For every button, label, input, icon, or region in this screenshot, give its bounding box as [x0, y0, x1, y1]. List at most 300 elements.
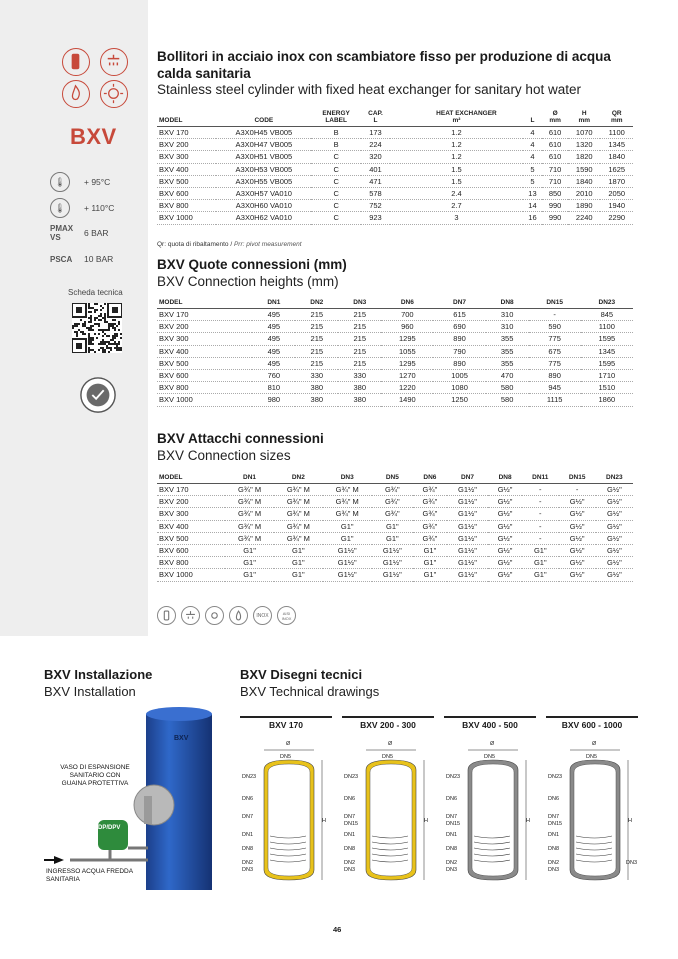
table-cell: 215: [338, 321, 381, 333]
column-header: DN1: [252, 299, 295, 309]
table-cell: BXV 600: [157, 187, 216, 199]
shower-icon: [181, 606, 200, 625]
table-cell: 1710: [581, 369, 633, 381]
table-cell: 580: [486, 394, 529, 406]
connection-label: DN15: [446, 821, 461, 827]
table-cell: 2050: [600, 187, 633, 199]
table-row: [157, 369, 633, 381]
table-cell: 215: [338, 333, 381, 345]
table-cell: 890: [529, 369, 581, 381]
table-cell: 1860: [581, 394, 633, 406]
table-cell: -: [522, 496, 559, 508]
drawings-title: BXV Disegni tecnici: [240, 667, 363, 682]
table-cell: 980: [252, 394, 295, 406]
table-cell: G¾" M: [225, 532, 274, 544]
table-cell: BXV 400: [157, 163, 216, 175]
table-cell: G¾": [372, 496, 413, 508]
table-cell: G¾" M: [225, 520, 274, 532]
tank-drawing: [444, 736, 540, 896]
spec-value: 6 BAR: [84, 228, 109, 238]
table-cell: 310: [486, 309, 529, 321]
table-cell: 495: [252, 321, 295, 333]
height-label: H: [526, 818, 530, 824]
tank-drawing: [342, 736, 438, 896]
table-cell: G¾": [372, 484, 413, 496]
column-header: MODEL: [157, 299, 252, 309]
table-cell: G1½": [323, 557, 372, 569]
table-cell: 1.5: [390, 163, 523, 175]
column-header: DN15: [529, 299, 581, 309]
installation-subtitle: BXV Installation: [44, 684, 136, 699]
table-cell: G¾": [413, 532, 447, 544]
column-header: DN7: [447, 474, 488, 484]
table-cell: G¾": [413, 484, 447, 496]
column-header: DN1: [225, 474, 274, 484]
sun-icon: [205, 606, 224, 625]
connection-label: DN7: [242, 814, 254, 820]
table-cell: G½": [596, 544, 633, 556]
diameter-label: Ø: [388, 741, 393, 747]
connection-label: DN3: [242, 867, 254, 873]
table-cell: G1½": [447, 557, 488, 569]
table-cell: 710: [542, 175, 568, 187]
table-cell: 380: [295, 394, 338, 406]
table-cell: BXV 500: [157, 175, 216, 187]
table-cell: C: [311, 151, 360, 163]
table-cell: G½": [488, 544, 522, 556]
boiler-icon: [157, 606, 176, 625]
table-cell: 1220: [381, 382, 433, 394]
table-cell: 845: [581, 309, 633, 321]
table-cell: 1055: [381, 345, 433, 357]
table-cell: 2240: [568, 212, 600, 224]
diameter-label: Ø: [286, 741, 291, 747]
table-cell: 495: [252, 357, 295, 369]
column-header: L: [523, 110, 542, 127]
table-cell: 578: [361, 187, 390, 199]
table-cell: -: [559, 484, 596, 496]
height-label: H: [322, 818, 326, 824]
table-cell: BXV 1000: [157, 569, 225, 581]
table-cell: C: [311, 175, 360, 187]
table-cell: 1270: [381, 369, 433, 381]
table-row: [157, 139, 633, 151]
table-cell: G1": [323, 520, 372, 532]
table-cell: 215: [295, 357, 338, 369]
table-cell: 355: [486, 345, 529, 357]
table-cell: G1": [225, 557, 274, 569]
table-row: [157, 520, 633, 532]
table-cell: 13: [523, 187, 542, 199]
diameter-label: Ø: [592, 741, 597, 747]
table-row: [157, 484, 633, 496]
table-cell: C: [311, 200, 360, 212]
table-row: [157, 496, 633, 508]
table-cell: G¾": [413, 508, 447, 520]
connection-label: DN8: [548, 846, 560, 852]
table-cell: 1100: [581, 321, 633, 333]
connection-label: DN6: [242, 796, 254, 802]
table-cell: G½": [488, 557, 522, 569]
table-row: [157, 333, 633, 345]
table-cell: G¾" M: [274, 484, 323, 496]
table-row: [157, 175, 633, 187]
table-cell: 355: [486, 333, 529, 345]
table-cell: BXV 1000: [157, 394, 252, 406]
connection-label: DN6: [344, 796, 356, 802]
table-cell: G1": [413, 557, 447, 569]
column-header: DN23: [581, 299, 633, 309]
column-header: QR mm: [600, 110, 633, 127]
table-cell: G1": [522, 557, 559, 569]
table-cell: 890: [433, 333, 485, 345]
table-cell: G1½": [447, 569, 488, 581]
aisi-badge: AISI INOX: [277, 606, 296, 625]
table-cell: G1": [274, 569, 323, 581]
table-row: [157, 127, 633, 139]
table-cell: 890: [433, 357, 485, 369]
table-cell: -: [522, 484, 559, 496]
brand-logo: BXV: [70, 124, 117, 149]
table-cell: BXV 300: [157, 333, 252, 345]
table-cell: 215: [295, 345, 338, 357]
table-cell: G1½": [372, 544, 413, 556]
table-cell: 945: [529, 382, 581, 394]
flame-icon: [62, 80, 90, 108]
table-cell: BXV 170: [157, 127, 216, 139]
spec-label: PMAX VS: [50, 224, 74, 242]
table-cell: G1": [274, 557, 323, 569]
table-cell: B: [311, 139, 360, 151]
table-cell: A3X0H47 VB005: [216, 139, 311, 151]
table-cell: 471: [361, 175, 390, 187]
table-cell: 5: [523, 175, 542, 187]
table-cell: G½": [488, 569, 522, 581]
table-row: [157, 212, 633, 224]
table-cell: 610: [542, 127, 568, 139]
table-cell: G1": [274, 544, 323, 556]
table-cell: 215: [295, 321, 338, 333]
table-cell: C: [311, 187, 360, 199]
table-cell: BXV 200: [157, 321, 252, 333]
table-cell: G¾" M: [274, 532, 323, 544]
drawing-rule: [342, 716, 434, 718]
table-cell: 710: [542, 163, 568, 175]
table-cell: 2290: [600, 212, 633, 224]
table-cell: 330: [295, 369, 338, 381]
table-cell: 4: [523, 151, 542, 163]
table-cell: G½": [596, 508, 633, 520]
table-cell: 1590: [568, 163, 600, 175]
table-cell: 215: [338, 357, 381, 369]
column-header: ENERGY LABEL: [311, 110, 360, 127]
table-cell: 850: [542, 187, 568, 199]
table-cell: G½": [488, 532, 522, 544]
section-heights-title: BXV Quote connessioni (mm): [157, 257, 347, 272]
vessel-label: DP/DPV: [98, 825, 121, 831]
table-cell: 380: [338, 394, 381, 406]
column-header: MODEL: [157, 474, 225, 484]
table-cell: 700: [381, 309, 433, 321]
connection-label: DN1: [548, 832, 560, 838]
column-header: DN11: [522, 474, 559, 484]
connection-label: DN15: [548, 821, 563, 827]
table-cell: 615: [433, 309, 485, 321]
spec-value: 10 BAR: [84, 254, 114, 264]
connection-label: DN3: [446, 867, 458, 873]
connection-label: DN23: [446, 774, 461, 780]
table-cell: G1½": [447, 508, 488, 520]
table-cell: BXV 600: [157, 544, 225, 556]
section-sizes-subtitle: BXV Connection sizes: [157, 448, 291, 463]
table-cell: 580: [486, 382, 529, 394]
column-header: DN15: [559, 474, 596, 484]
table-cell: G½": [559, 557, 596, 569]
table-cell: A3X0H53 VB005: [216, 163, 311, 175]
drawing-rule: [444, 716, 536, 718]
table-cell: BXV 170: [157, 309, 252, 321]
connection-label: DN23: [548, 774, 563, 780]
table-cell: 14: [523, 200, 542, 212]
drawing-rule: [546, 716, 638, 718]
table-cell: C: [311, 212, 360, 224]
connection-label: DN7: [548, 814, 560, 820]
boiler-icon: [62, 48, 90, 76]
connection-label: DN2: [548, 860, 560, 866]
table-cell: G1½": [447, 532, 488, 544]
connection-heights-table: [157, 299, 633, 407]
table-cell: 775: [529, 357, 581, 369]
table-cell: 960: [381, 321, 433, 333]
connection-label: DN7: [344, 814, 356, 820]
spec-pmax: [50, 224, 109, 242]
table-cell: G½": [596, 557, 633, 569]
table-row: [157, 532, 633, 544]
table-cell: 380: [295, 382, 338, 394]
connection-label: DN2: [446, 860, 458, 866]
tank-drawing: [546, 736, 642, 896]
table-cell: 1890: [568, 200, 600, 212]
table-cell: G¾" M: [274, 508, 323, 520]
table-cell: 990: [542, 212, 568, 224]
table-cell: G¾": [413, 496, 447, 508]
table-cell: 675: [529, 345, 581, 357]
table-row: [157, 357, 633, 369]
table-cell: 215: [295, 309, 338, 321]
spec-psca: [50, 254, 113, 264]
spec-value: + 95°C: [84, 177, 111, 187]
table-row: [157, 345, 633, 357]
table-cell: G½": [488, 508, 522, 520]
table-cell: A3X0H45 VB005: [216, 127, 311, 139]
column-header: DN5: [372, 474, 413, 484]
table-cell: G1½": [447, 520, 488, 532]
table-cell: G1½": [447, 484, 488, 496]
dn5-label: DN5: [586, 754, 598, 760]
table-cell: 1250: [433, 394, 485, 406]
connection-label: DN23: [242, 774, 257, 780]
table-row: [157, 163, 633, 175]
table-row: [157, 508, 633, 520]
table-cell: G½": [559, 496, 596, 508]
column-header: MODEL: [157, 110, 216, 127]
sidebar: [0, 0, 148, 636]
table-cell: G1": [522, 544, 559, 556]
table-cell: B: [311, 127, 360, 139]
expansion-vessel-annotation: VASO DI ESPANSIONE SANITARIO CON GUAINA PROTETTIVA: [60, 764, 130, 787]
feature-icons: [157, 606, 296, 625]
spec-value: + 110°C: [84, 203, 115, 213]
table-cell: C: [311, 163, 360, 175]
table-cell: 215: [338, 345, 381, 357]
table-cell: 1.2: [390, 127, 523, 139]
column-header: DN3: [338, 299, 381, 309]
table-cell: G1": [522, 569, 559, 581]
table-cell: -: [522, 508, 559, 520]
table-cell: -: [522, 520, 559, 532]
table-cell: 3: [390, 212, 523, 224]
connection-label: DN15: [344, 821, 359, 827]
table-cell: 215: [338, 309, 381, 321]
table-cell: 1870: [600, 175, 633, 187]
table-cell: G1½": [372, 569, 413, 581]
table-cell: G¾" M: [225, 496, 274, 508]
table-cell: G1": [225, 569, 274, 581]
table-cell: G½": [559, 508, 596, 520]
table-cell: G½": [596, 484, 633, 496]
table-cell: 1840: [568, 175, 600, 187]
table-cell: BXV 300: [157, 151, 216, 163]
table-cell: A3X0H60 VA010: [216, 200, 311, 212]
spec-temp-110: [50, 198, 114, 218]
table-cell: 495: [252, 333, 295, 345]
table-cell: G1": [323, 532, 372, 544]
connection-label: DN8: [242, 846, 254, 852]
table-cell: G½": [488, 520, 522, 532]
table-cell: 4: [523, 139, 542, 151]
table-cell: 495: [252, 309, 295, 321]
height-label: H: [424, 818, 428, 824]
scheda-tecnica-label: Scheda tecnica: [68, 288, 123, 297]
table-cell: G1": [413, 569, 447, 581]
spec-label: PSCA: [50, 254, 73, 264]
table-cell: G½": [596, 520, 633, 532]
table-cell: A3X0H62 VA010: [216, 212, 311, 224]
table-cell: 1625: [600, 163, 633, 175]
table-cell: G1": [413, 544, 447, 556]
table-cell: G¾" M: [225, 484, 274, 496]
table-cell: 173: [361, 127, 390, 139]
table-cell: 495: [252, 345, 295, 357]
height-label: H: [628, 818, 632, 824]
shower-icon: [100, 48, 128, 76]
drawing-title: BXV 200 - 300: [360, 720, 416, 730]
column-header: HEAT EXCHANGER m²: [390, 110, 523, 127]
flame-icon: [229, 606, 248, 625]
table-cell: 1295: [381, 357, 433, 369]
table-cell: G½": [596, 532, 633, 544]
inox-badge: INOX: [253, 606, 272, 625]
column-header: DN3: [323, 474, 372, 484]
drawing-rule: [240, 716, 332, 718]
table-cell: G½": [559, 569, 596, 581]
connection-label: DN3: [626, 860, 638, 866]
table-row: [157, 557, 633, 569]
footnote: Qr: quota di ribaltamento / Prr: pivot measurement: [157, 241, 302, 248]
table-cell: 1595: [581, 357, 633, 369]
column-header: DN2: [274, 474, 323, 484]
table-cell: 16: [523, 212, 542, 224]
table-cell: 320: [361, 151, 390, 163]
table-cell: BXV 400: [157, 345, 252, 357]
table-cell: 1820: [568, 151, 600, 163]
table-cell: 990: [542, 200, 568, 212]
table-row: [157, 569, 633, 581]
table-cell: -: [529, 309, 581, 321]
table-cell: 1080: [433, 382, 485, 394]
drawing-title: BXV 170: [268, 720, 304, 730]
table-cell: G1½": [372, 557, 413, 569]
table-cell: 1.5: [390, 175, 523, 187]
table-cell: 1510: [581, 382, 633, 394]
table-cell: BXV 170: [157, 484, 225, 496]
table-cell: G½": [596, 496, 633, 508]
page-title: Bollitori in acciaio inox con scambiatore fisso per produzione di acqua calda sanitaria: [157, 49, 611, 81]
dn5-label: DN5: [280, 754, 292, 760]
table-cell: G½": [559, 544, 596, 556]
table-cell: BXV 800: [157, 382, 252, 394]
connection-label: DN3: [344, 867, 356, 873]
table-row: [157, 321, 633, 333]
table-cell: 380: [338, 382, 381, 394]
dn5-label: DN5: [484, 754, 496, 760]
table-cell: 1490: [381, 394, 433, 406]
connection-label: DN2: [242, 860, 254, 866]
table-cell: 610: [542, 151, 568, 163]
table-cell: G1½": [323, 569, 372, 581]
connection-label: DN6: [548, 796, 560, 802]
column-header: DN2: [295, 299, 338, 309]
installation-title: BXV Installazione: [44, 667, 153, 682]
table-row: [157, 309, 633, 321]
tank-drawing: [240, 736, 336, 896]
table-cell: 2.7: [390, 200, 523, 212]
column-header: DN7: [433, 299, 485, 309]
table-cell: G1½": [447, 496, 488, 508]
connection-label: DN23: [344, 774, 359, 780]
table-cell: 923: [361, 212, 390, 224]
quality-seal-icon: [79, 376, 117, 414]
qr-code[interactable]: [72, 303, 122, 353]
drawings-subtitle: BXV Technical drawings: [240, 684, 380, 699]
table-cell: -: [522, 532, 559, 544]
dn5-label: DN5: [382, 754, 394, 760]
table-cell: G1": [372, 520, 413, 532]
table-cell: 1100: [600, 127, 633, 139]
connection-sizes-table: [157, 474, 633, 582]
table-cell: 330: [338, 369, 381, 381]
table-cell: 355: [486, 357, 529, 369]
table-cell: 5: [523, 163, 542, 175]
table-cell: 690: [433, 321, 485, 333]
table-cell: 1345: [600, 139, 633, 151]
column-header: CODE: [216, 110, 311, 127]
column-header: DN6: [413, 474, 447, 484]
table-cell: 224: [361, 139, 390, 151]
table-cell: G½": [559, 520, 596, 532]
section-sizes-title: BXV Attacchi connessioni: [157, 431, 324, 446]
table-cell: 1070: [568, 127, 600, 139]
